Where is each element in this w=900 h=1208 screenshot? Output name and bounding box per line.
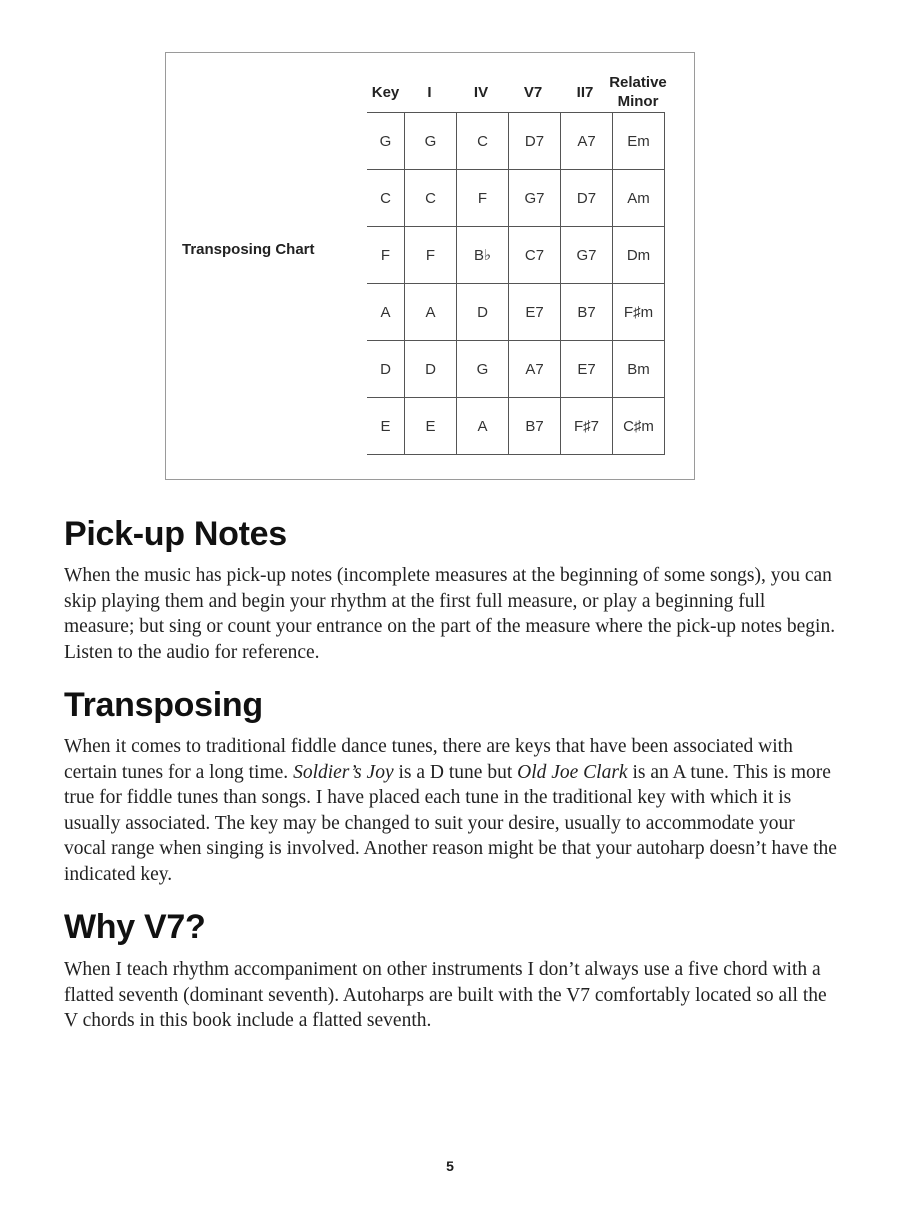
- table-cell: D: [405, 341, 457, 398]
- table-cell: B♭: [457, 227, 509, 284]
- header-four: IV: [473, 83, 489, 101]
- table-cell: F: [367, 227, 405, 284]
- table-cell: Am: [613, 170, 665, 227]
- table-row: [367, 113, 665, 170]
- table-row: [367, 170, 665, 227]
- paragraph-transposing: [64, 734, 839, 887]
- table-cell: B7: [561, 284, 613, 341]
- header-two-seven: II7: [576, 83, 594, 101]
- table-cell: Bm: [613, 341, 665, 398]
- table-cell: D: [367, 341, 405, 398]
- table-cell: F: [405, 227, 457, 284]
- table-cell: A7: [509, 341, 561, 398]
- table-cell: G7: [509, 170, 561, 227]
- header-relative-minor: Relative Minor: [609, 74, 667, 110]
- table-cell: B7: [509, 398, 561, 455]
- tune-title: Old Joe Clark: [517, 761, 628, 783]
- table-cell: F: [457, 170, 509, 227]
- table-row: [367, 227, 665, 284]
- transposing-chart: [165, 52, 695, 480]
- table-cell: Em: [613, 113, 665, 170]
- table-cell: C7: [509, 227, 561, 284]
- table-cell: A: [457, 398, 509, 455]
- table-cell: C♯m: [613, 398, 665, 455]
- paragraph-pickup-notes: When the music has pick-up notes (incomplete measures at the beginning of some songs), you can skip playing them and begin your rhythm at the first full measure, or play a beginning full measure; but sing or count your entrance on the part of the measure where the pick-up notes begin. Listen to the audio for reference.: [64, 565, 836, 663]
- table-cell: F♯m: [613, 284, 665, 341]
- table-cell: G: [405, 113, 457, 170]
- table-row: [367, 284, 665, 341]
- table-cell: Dm: [613, 227, 665, 284]
- table-cell: D: [457, 284, 509, 341]
- page-number: 5: [446, 1158, 454, 1174]
- table-cell: E: [367, 398, 405, 455]
- table-cell: E7: [509, 284, 561, 341]
- table-row: [367, 341, 665, 398]
- table-cell: A: [405, 284, 457, 341]
- table-cell: E: [405, 398, 457, 455]
- table-cell: D7: [509, 113, 561, 170]
- chord-table: [367, 112, 665, 455]
- paragraph-text: When it comes to traditional fiddle dance tunes, there are keys that have been associated with certain tunes for a long time.: [64, 736, 793, 783]
- heading-pickup-notes: Pick-up Notes: [64, 515, 287, 553]
- table-cell: G: [457, 341, 509, 398]
- heading-transposing: Transposing: [64, 686, 263, 724]
- table-cell: D7: [561, 170, 613, 227]
- table-cell: A7: [561, 113, 613, 170]
- table-cell: G7: [561, 227, 613, 284]
- chart-title: Transposing Chart: [182, 241, 315, 258]
- paragraph-why-v7: When I teach rhythm accompaniment on other instruments I don’t always use a five chord with a flatted seventh (dominant seventh). Autoharps are built with the V7 comfortably located so all the V chords in this book include a flatted seventh.: [64, 959, 827, 1031]
- tune-title: Soldier’s Joy: [293, 761, 394, 783]
- table-cell: G: [367, 113, 405, 170]
- heading-why-v7: Why V7?: [64, 908, 206, 946]
- paragraph-text: is a D tune but: [393, 761, 518, 783]
- header-one: I: [427, 83, 432, 101]
- table-cell: F♯7: [561, 398, 613, 455]
- table-cell: C: [405, 170, 457, 227]
- header-key: Key: [371, 83, 400, 101]
- paragraph-text: is an A tune. This is more true for fiddle tunes than songs. I have placed each tune in the traditional key with which it is usually associated. The key may be changed to suit your desire, usually to accommodate your vocal range when singing is involved. Another reason might be that your autoharp doesn’t have the indicated key.: [64, 761, 837, 885]
- table-cell: C: [457, 113, 509, 170]
- table-cell: C: [367, 170, 405, 227]
- header-five-seven: V7: [523, 83, 543, 101]
- table-cell: A: [367, 284, 405, 341]
- table-cell: E7: [561, 341, 613, 398]
- table-row: [367, 398, 665, 455]
